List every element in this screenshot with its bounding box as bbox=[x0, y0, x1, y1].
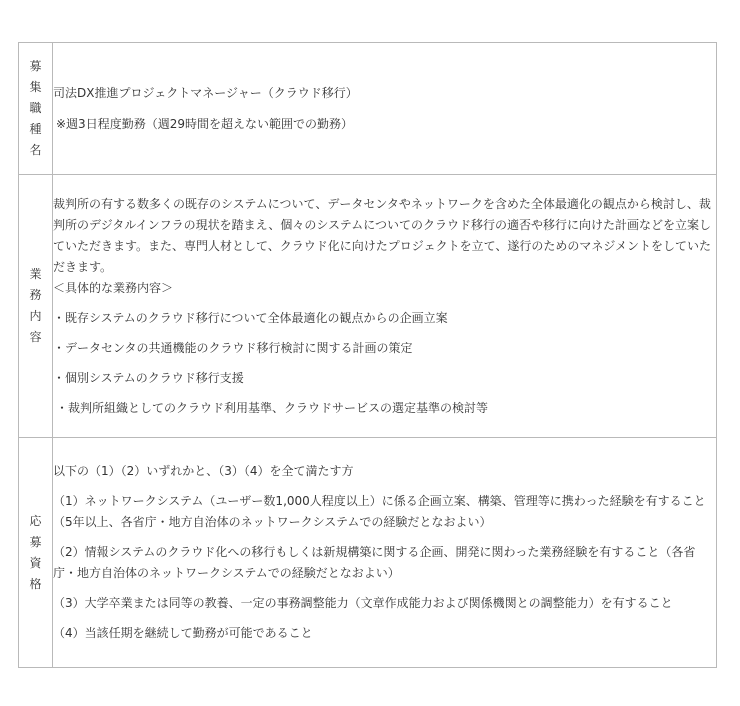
job-duties-row bbox=[19, 175, 717, 438]
job-posting-table bbox=[18, 42, 717, 668]
job-title-row bbox=[19, 43, 717, 175]
qualifications-intro: 以下の（1）（2）いずれかと、（3）（4）を全て満たす方 bbox=[53, 464, 354, 478]
job-title-text: 司法DX推進プロジェクトマネージャー（クラウド移行） bbox=[53, 85, 358, 100]
qualification-item: （2）情報システムのクラウド化への移行もしくは新規構築に関する企画、開発に関わった業務経験を有すること（各省庁・地方自治体のネットワークシステムでの経験だとなおよい） bbox=[53, 545, 696, 580]
job-duty-item: ・個別システムのクラウド移行支援 bbox=[53, 370, 244, 385]
qualification-item: （1）ネットワークシステム（ユーザー数1,000人程度以上）に係る企画立案、構築、管理等に携わった経験を有すること（5年以上、各省庁・地方自治体のネットワークシステムでの経験だとなおよい） bbox=[53, 494, 706, 529]
job-duty-item: ・裁判所組織としてのクラウド利用基準、クラウドサービスの選定基準の検討等 bbox=[56, 400, 489, 415]
job-duties-label-cell bbox=[19, 175, 53, 438]
qualifications-label: 応募資格 bbox=[29, 513, 42, 591]
job-duty-item: ・既存システムのクラウド移行について全体最適化の観点からの企画立案 bbox=[53, 310, 448, 325]
job-title-label-cell bbox=[19, 43, 53, 175]
work-schedule-note: ※週3日程度勤務（週29時間を超えない範囲での勤務） bbox=[56, 116, 353, 131]
job-duties-intro: 裁判所の有する数多くの既存のシステムについて、データセンタやネットワークを含めた全体最適化の観点から検討し、裁判所のデジタルインフラの現状を踏まえ、個々のシステムについてのクラウド移行の適否や移行に向けた計画などを立案していただきます。また、専門人材として、クラウド化に向けたプロジェクトを立て、遂行のためのマネジメントをしていただきます。 bbox=[53, 196, 711, 274]
qualification-item: （4）当該任期を継続して勤務が可能であること bbox=[53, 626, 313, 640]
qualification-item: （3）大学卒業または同等の教養、一定の事務調整能力（文章作成能力および関係機関との調整能力）を有すること bbox=[53, 596, 673, 610]
job-duties-content-cell bbox=[53, 175, 717, 438]
qualifications-row bbox=[19, 438, 717, 668]
job-title-content-cell bbox=[53, 43, 717, 175]
job-title-label: 募集職種名 bbox=[29, 59, 42, 157]
job-duties-heading: ＜具体的な業務内容＞ bbox=[53, 280, 174, 295]
qualifications-content-cell bbox=[53, 438, 717, 668]
qualifications-label-cell bbox=[19, 438, 53, 668]
job-duty-item: ・データセンタの共通機能のクラウド移行検討に関する計画の策定 bbox=[53, 340, 413, 355]
job-duties-label: 業務内容 bbox=[29, 267, 42, 344]
